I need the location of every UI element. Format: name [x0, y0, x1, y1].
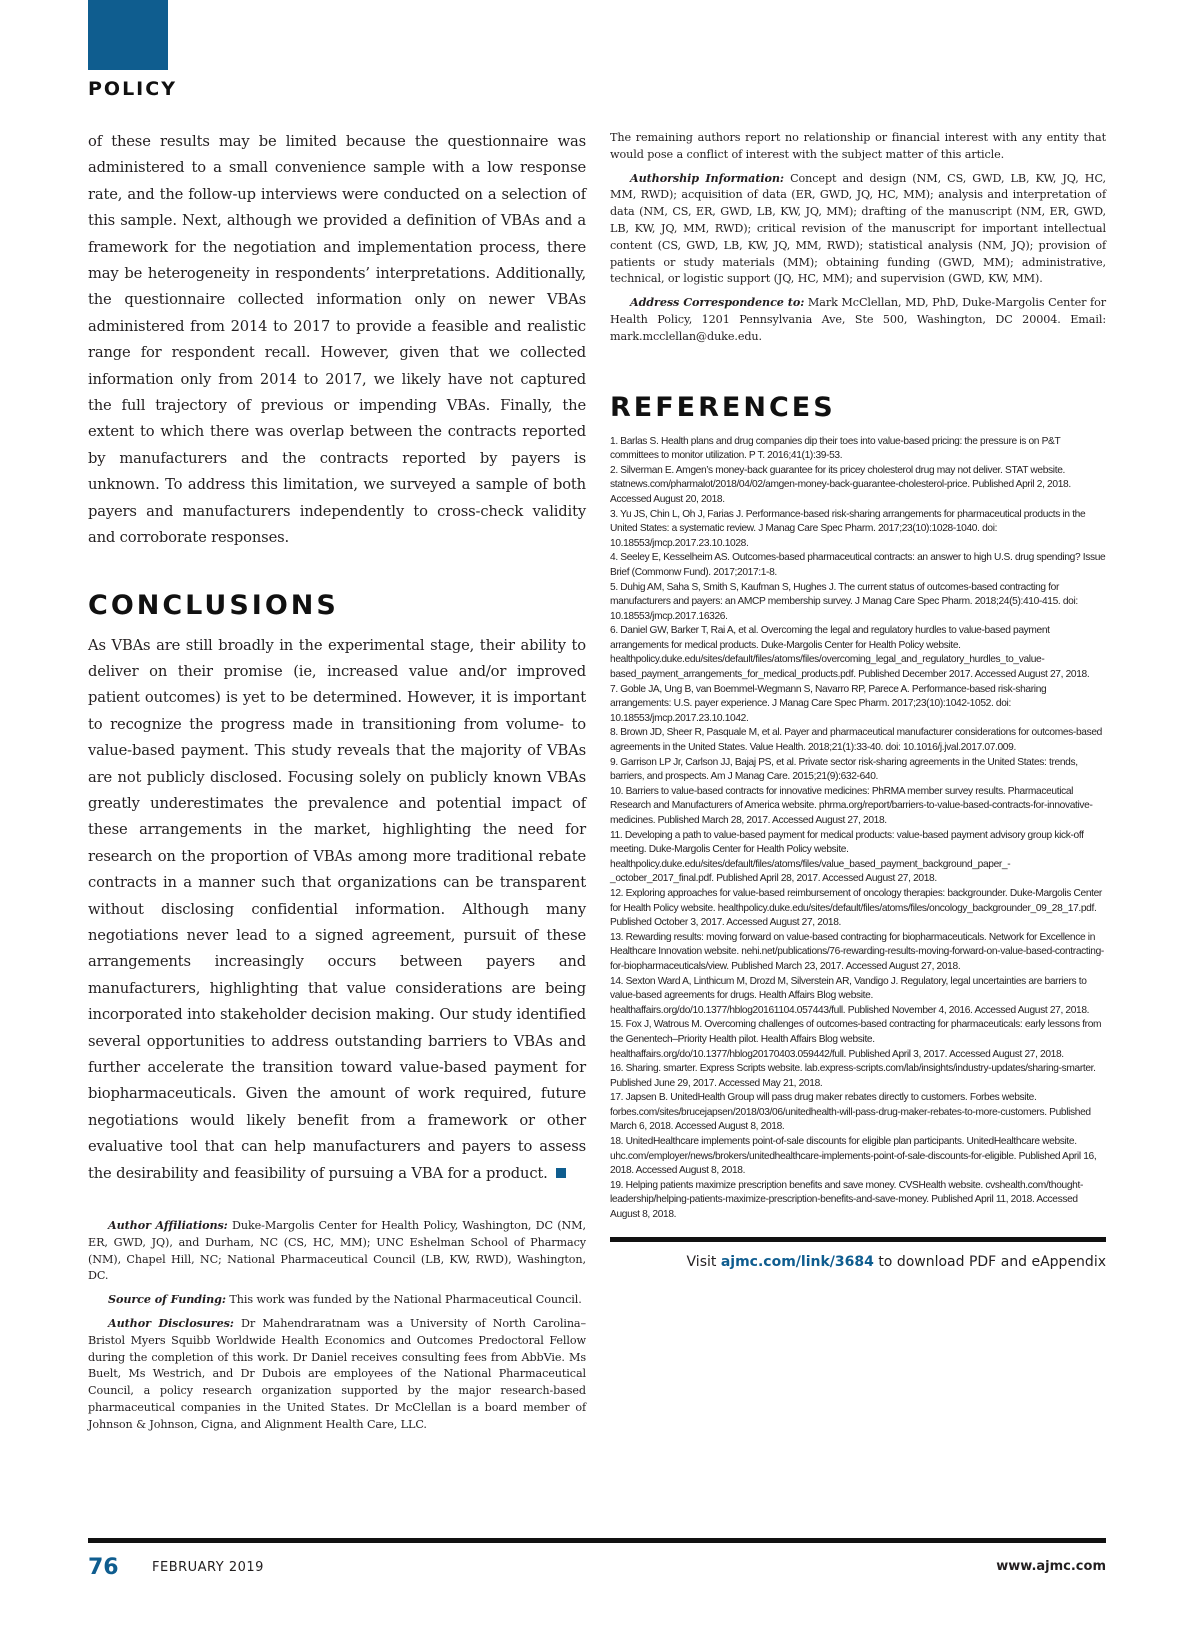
disclosures-label: Author Disclosures: — [108, 1316, 234, 1331]
reference-item: 8. Brown JD, Sheer R, Pasquale M, et al. Payer and pharmaceutical manufacturer considerations for outcomes-based agreements in the United States. Value Health. 2018;21(1):33-40. doi: 10.1016/j.jval.2017.07.009. — [610, 727, 1102, 754]
references-divider — [610, 1237, 1106, 1242]
conclusions-paragraph — [88, 633, 586, 1188]
reference-item: 12. Exploring approaches for value-based reimbursement of oncology therapies: backgrounder. Duke-Margolis Center for Health Policy website. healthpolicy.duke.edu/sites/default/files/atoms/files/oncology_backgrounder_09_28_17.pdf. Published October 3, 2017. Accessed August 27, 2018. — [610, 887, 1102, 929]
affiliations-text: Duke-Margolis Center for Health Policy, Washington, DC (NM, ER, GWD, JQ), and Durham, NC (CS, HC, MM); UNC Eshelman School of Pharmacy (NM), Chapel Hill, NC; National Pharmaceutical Council (LB, KW, RWD), Washington, DC. — [88, 1219, 586, 1283]
conclusions-text: As VBAs are still broadly in the experimental stage, their ability to deliver on their promise (ie, increased value and/or improved patient outcomes) is yet to be determined. However, it is important to recognize the progress made in transitioning from volume- to value-based payment. This study reveals that the majority of VBAs are not publicly disclosed. Focusing solely on publicly known VBAs greatly underestimates the prevalence and potential impact of these arrangements in the market, highlighting the need for research on the proportion of VBAs among more traditional rebate contracts in a manner such that organizations can be transparent without disclosing confidential information. Although many negotiations never lead to a signed agreement, pursuit of these arrangements increasingly occurs between payers and manufacturers, highlighting that value considerations are being incorporated into stakeholder decision making. Our study identified several opportunities to address outstanding barriers to VBAs and further accelerate the transition toward value-based payment for biopharmaceuticals. Given the amount of work required, future negotiations would likely benefit from a framework or other evaluative tool that can help manufacturers and payers to assess the desirability and feasibility of pursuing a VBA for a product. — [88, 636, 586, 1182]
references-heading: REFERENCES — [610, 391, 836, 423]
reference-item: 6. Daniel GW, Barker T, Rai A, et al. Overcoming the legal and regulatory hurdles to value-based payment arrangements for medical products. Duke-Margolis Center for Health Policy website. healthpolicy.duke.edu/sites/default/files/atoms/files/overcoming_legal_and_regulatory_hurdles_to_value-based_payment_arrangements_for_medical_products.pdf. Published December 2017. Accessed August 27, 2018. — [610, 625, 1090, 681]
funding-label: Source of Funding: — [108, 1292, 226, 1307]
conclusions-heading: CONCLUSIONS — [88, 589, 339, 621]
correspondence-note — [610, 294, 1106, 345]
funding-note — [88, 1291, 586, 1309]
disclosures-continued: The remaining authors report no relationship or financial interest with any entity that would pose a conflict of interest with the subject matter of this article. — [610, 131, 1106, 161]
reference-item: 1. Barlas S. Health plans and drug companies dip their toes into value-based pricing: the pressure is on P&T committees to monitor utilization. P T. 2016;41(1):39-53. — [610, 435, 1061, 462]
reference-item: 15. Fox J, Watrous M. Overcoming challenges of outcomes-based contracting for pharmaceuticals: early lessons from the Genentech–Priority Health pilot. Health Affairs Blog website. healthaffairs.org/do/10.1377/hblog20170403.059442/full. Published April 3, 2017. Accessed August 27, 2018. — [610, 1019, 1102, 1060]
section-label: POLICY — [88, 78, 177, 100]
download-callout — [610, 1254, 1106, 1270]
reference-item: 2. Silverman E. Amgen’s money-back guarantee for its pricey cholesterol drug may not deliver. STAT website. statnews.com/pharmalot/2018/04/02/amgen-money-back-guarantee-cholesterol-price. Published April 2, 2018. Accessed August 20, 2018. — [610, 464, 1071, 505]
author-notes-left — [88, 1217, 586, 1434]
disclosures-note — [88, 1315, 586, 1434]
visit-prefix: Visit — [686, 1253, 717, 1270]
download-link[interactable]: ajmc.com/link/3684 — [720, 1253, 874, 1270]
reference-item: 16. Sharing. smarter. Express Scripts website. lab.express-scripts.com/lab/insights/industry-updates/sharing-smarter. Published June 29, 2017. Accessed May 21, 2018. — [610, 1063, 1096, 1089]
reference-item: 7. Goble JA, Ung B, van Boemmel-Wegmann S, Navarro RP, Parece A. Performance-based risk-sharing arrangements: U.S. payer experience. J Manag Care Spec Pharm. 2017;23(10):1042-1052. doi: 10.18553/jmcp.2017.23.10.1042. — [610, 683, 1047, 724]
issue-date: FEBRUARY 2019 — [152, 1560, 264, 1575]
author-notes-right — [610, 130, 1106, 346]
reference-item: 4. Seeley E, Kesselheim AS. Outcomes-based pharmaceutical contracts: an answer to high U.S. drug spending? Issue Brief (Commonw Fund). 2017;2017:1-8. — [610, 552, 1106, 578]
reference-item: 5. Duhig AM, Saha S, Smith S, Kaufman S, Hughes J. The current status of outcomes-based contracting for manufacturers and payers: an AMCP membership survey. J Manag Care Spec Pharm. 2018;24(5):410-415. doi: 10.18553/jmcp.2017.16326. — [610, 581, 1078, 622]
reference-item: 17. Japsen B. UnitedHealth Group will pass drug maker rebates directly to customers. Forbes website. forbes.com/sites/brucejapsen/2018/03/06/unitedhealth-will-pass-drug-maker-rebates-to-more-customers. Published March 6, 2018. Accessed August 8, 2018. — [610, 1092, 1091, 1133]
disclosures-text: Dr Mahendraratnam was a University of North Carolina–Bristol Myers Squibb Worldwide Health Economics and Outcomes Predoctoral Fellow during the completion of this work. Dr Daniel receives consulting fees from AbbVie. Ms Buelt, Ms Westrich, and Dr Dubois are employees of the National Pharmaceutical Council, a policy research organization supported by the major research-based pharmaceutical companies in the United States. Dr McClellan is a board member of Johnson & Johnson, Cigna, and Alignment Health Care, LLC. — [88, 1317, 586, 1431]
website-link[interactable]: www.ajmc.com — [996, 1559, 1106, 1574]
section-color-block — [88, 0, 168, 70]
reference-item: 3. Yu JS, Chin L, Oh J, Farias J. Performance-based risk-sharing arrangements for pharmaceutical products in the United States: a systematic review. J Manag Care Spec Pharm. 2017;23(10):1028-1040. doi: 10.18553/jmcp.2017.23.10.1028. — [610, 508, 1086, 549]
end-of-article-mark — [556, 1168, 566, 1178]
visit-suffix: to download PDF and eAppendix — [878, 1253, 1106, 1270]
authorship-text: Concept and design (NM, CS, GWD, LB, KW, JQ, HC, MM, RWD); acquisition of data (ER, GWD, JQ, HC, MM); analysis and interpretation of data (NM, CS, ER, GWD, LB, KW, JQ, MM); drafting of the manuscript (NM, ER, GWD, LB, KW, JQ, MM, RWD); critical revision of the manuscript for important intellectual content (CS, GWD, LB, KW, JQ, MM, RWD); statistical analysis (NM, JQ); provision of patients or study materials (MM); obtaining funding (GWD, MM); administrative, technical, or logistic support (JQ, HC, MM); and supervision (GWD, KW, MM). — [610, 171, 1106, 286]
references-list — [610, 435, 1106, 1223]
right-column — [610, 130, 1106, 1270]
affiliations-note — [88, 1217, 586, 1285]
correspondence-text: Mark McClellan, MD, PhD, Duke-Margolis Center for Health Policy, 1201 Pennsylvania Ave, Ste 500, Washington, DC 20004. Email: mark.mcclellan@duke.edu. — [610, 296, 1106, 343]
reference-item: 18. UnitedHealthcare implements point-of-sale discounts for eligible plan participants. UnitedHealthcare website. uhc.com/employer/news/brokers/unitedhealthcare-implements-point-of-sale-discounts-for-eligible. Published April 16, 2018. Accessed August 8, 2018. — [610, 1136, 1097, 1177]
authorship-note — [610, 170, 1106, 289]
limitations-paragraph: of these results may be limited because the questionnaire was administered to a small convenience sample with a low response rate, and the follow-up interviews were conducted on a selection of this sample. Next, although we provided a definition of VBAs and a framework for the negotiation and implementation process, there may be heterogeneity in respondents’ interpretations. Additionally, the questionnaire collected information only on newer VBAs administered from 2014 to 2017 to provide a feasible and realistic range for respondent recall. However, given that we collected information only from 2014 to 2017, we likely have not captured the full trajectory of previous or impending VBAs. Finally, the extent to which there was overlap between the contracts reported by manufacturers and the contracts reported by payers is unknown. To address this limitation, we surveyed a sample of both payers and manufacturers independently to cross-check validity and corroborate responses. — [88, 133, 586, 547]
reference-item: 10. Barriers to value-based contracts for innovative medicines: PhRMA member survey results. Pharmaceutical Research and Manufacturers of America website. phrma.org/report/barriers-to-value-based-contracts-for-innovative-medicines. Published March 28, 2017. Accessed August 27, 2018. — [610, 785, 1093, 826]
reference-item: 14. Sexton Ward A, Linthicum M, Drozd M, Silverstein AR, Vandigo J. Regulatory, legal uncertainties are barriers to value-based agreements for drugs. Health Affairs Blog website. healthaffairs.org/do/10.1377/hblog20161104.057443/full. Published November 4, 2016. Accessed August 27, 2018. — [610, 975, 1090, 1016]
reference-item: 11. Developing a path to value-based payment for medical products: value-based payment advisory group kick-off meeting. Duke-Margolis Center for Health Policy website. healthpolicy.duke.edu/sites/default/files/atoms/files/value_based_payment_background_paper_-_october_2017_final.pdf. Published April 28, 2017. Accessed August 27, 2018. — [610, 829, 1084, 885]
page-number: 76 — [88, 1555, 119, 1580]
authorship-label: Authorship Information: — [630, 170, 784, 185]
footer-divider — [88, 1538, 1106, 1543]
reference-item: 9. Garrison LP Jr, Carlson JJ, Bajaj PS, et al. Private sector risk-sharing agreements in the United States: trends, barriers, and prospects. Am J Manag Care. 2015;21(9):632-640. — [610, 756, 1078, 783]
reference-item: 13. Rewarding results: moving forward on value-based contracting for biopharmaceuticals. Network for Excellence in Healthcare Innovation website. nehi.net/publications/76-rewarding-results-moving-forward-on-value-based-contracting-for-biopharmaceuticals/view. Published March 23, 2017. Accessed August 27, 2018. — [610, 931, 1104, 972]
affiliations-label: Author Affiliations: — [108, 1218, 228, 1233]
left-column — [88, 129, 586, 1434]
correspondence-label: Address Correspondence to: — [630, 295, 805, 310]
reference-item: 19. Helping patients maximize prescription benefits and save money. CVSHealth website. cvshealth.com/thought-leadership/helping-patients-maximize-prescription-benefits-and-save-money. Published April 11, 2018. Accessed August 8, 2018. — [610, 1179, 1083, 1221]
funding-text: This work was funded by the National Pharmaceutical Council. — [229, 1293, 582, 1307]
